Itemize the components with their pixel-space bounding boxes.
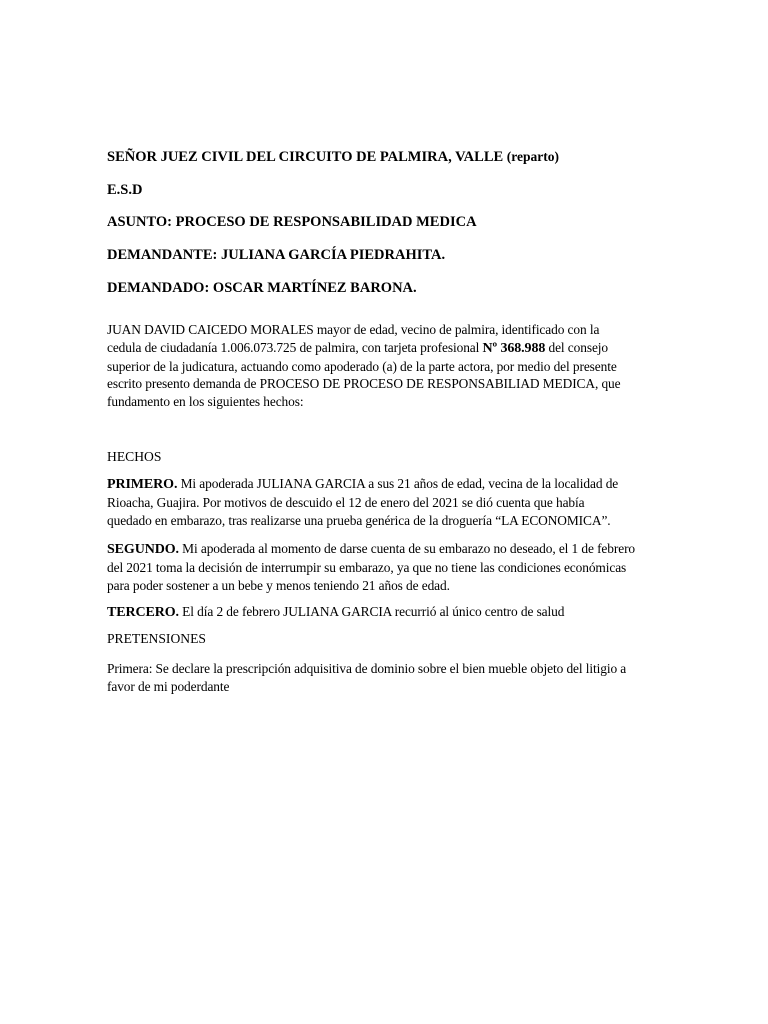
defendant-line: DEMANDADO: OSCAR MARTÍNEZ BARONA. bbox=[107, 280, 417, 296]
fact-line bbox=[107, 603, 667, 622]
hechos-heading: HECHOS bbox=[107, 449, 162, 464]
fact-primero bbox=[107, 475, 667, 529]
intro-line: escrito presento demanda de PROCESO DE PROCESO DE RESPONSABILIAD MEDICA, que bbox=[107, 376, 621, 392]
claim-line: favor de mi poderdante bbox=[107, 678, 230, 694]
intro-line: superior de la judicatura, actuando como apoderado (a) de la parte actora, por medio del presente bbox=[107, 358, 617, 374]
plaintiff-line: DEMANDANTE: JULIANA GARCÍA PIEDRAHITA. bbox=[107, 247, 446, 263]
fact-line bbox=[107, 540, 667, 559]
intro-paragraph bbox=[107, 321, 667, 411]
claim-line: Primera: Se declare la prescripción adquisitiva de dominio sobre el bien mueble objeto del litigio a bbox=[107, 661, 627, 676]
intro-line: fundamento en los siguientes hechos: bbox=[107, 394, 304, 410]
fact-label: TERCERO. bbox=[107, 605, 179, 620]
fact-line bbox=[107, 475, 667, 494]
subject-line: ASUNTO: PROCESO DE RESPONSABILIDAD MEDICA bbox=[107, 214, 477, 230]
professional-card-number: Nº 368.988 bbox=[482, 340, 546, 356]
fact-text: Mi apoderada al momento de darse cuenta de su embarazo no deseado, el 1 de febrero bbox=[178, 541, 636, 556]
intro-line: JUAN DAVID CAICEDO MORALES mayor de edad, vecino de palmira, identificado con la bbox=[107, 322, 600, 337]
court-addressee-suffix: (reparto) bbox=[506, 149, 560, 164]
fact-line: para poder sostener a un bebe y menos teniendo 21 años de edad. bbox=[107, 577, 450, 593]
fact-segundo bbox=[107, 540, 667, 594]
fact-line: Rioacha, Guajira. Por motivos de descuido el 12 de enero del 2021 se dió cuenta que había bbox=[107, 494, 585, 510]
fact-tercero bbox=[107, 603, 667, 622]
claim-primera bbox=[107, 660, 667, 696]
fact-label: PRIMERO. bbox=[107, 477, 178, 492]
intro-text: cedula de ciudadanía 1.006.073.725 de palmira, con tarjeta profesional bbox=[107, 339, 483, 355]
fact-text: Mi apoderada JULIANA GARCIA a sus 21 años de edad, vecina de la localidad de bbox=[177, 476, 619, 491]
pretensiones-heading: PRETENSIONES bbox=[107, 631, 206, 646]
fact-line: del 2021 toma la decisión de interrumpir su embarazo, ya que no tiene las condiciones económicas bbox=[107, 559, 627, 575]
intro-text: del consejo bbox=[545, 339, 609, 355]
fact-line: quedado en embarazo, tras realizarse una prueba genérica de la droguería “LA ECONOMICA”. bbox=[107, 512, 611, 528]
fact-label: SEGUNDO. bbox=[107, 542, 179, 557]
intro-line bbox=[107, 339, 667, 358]
court-addressee-text: SEÑOR JUEZ CIVIL DEL CIRCUITO DE PALMIRA, VALLE bbox=[107, 149, 504, 165]
esd-line: E.S.D bbox=[107, 182, 143, 198]
fact-text: El día 2 de febrero JULIANA GARCIA recurrió al único centro de salud bbox=[178, 604, 565, 619]
court-addressee bbox=[107, 148, 559, 166]
